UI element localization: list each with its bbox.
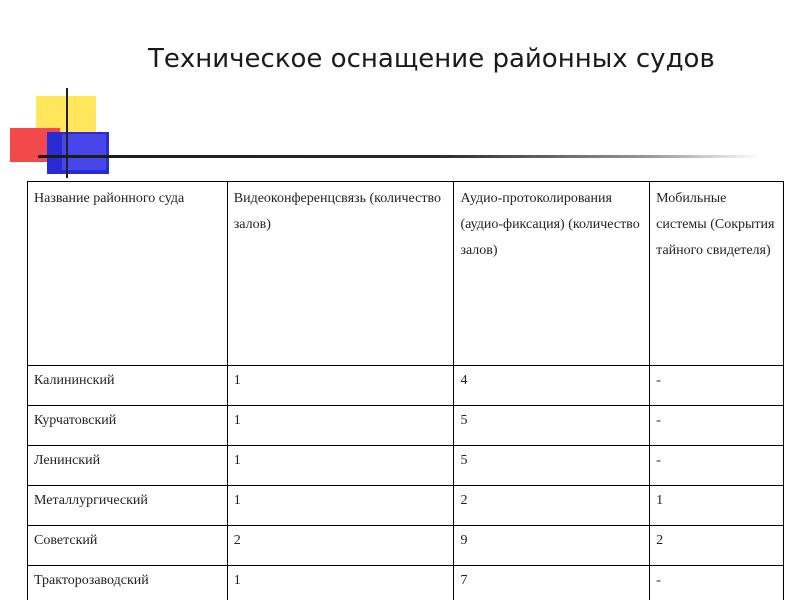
- cell-mobile-systems: -: [650, 566, 784, 600]
- header-videoconference: Видеоконференцсвязь (количество залов): [227, 182, 454, 366]
- header-mobile-systems: Мобильные системы (Сокрытия тайного свидетеля): [650, 182, 784, 366]
- cell-court-name: Ленинский: [28, 446, 228, 486]
- table-row: [28, 406, 784, 446]
- header-audio-recording: Аудио-протоколирования (аудио-фиксация) (количество залов): [454, 182, 650, 366]
- table-row: [28, 486, 784, 526]
- title-underline-rule: [38, 155, 760, 158]
- cell-videoconference: 2: [227, 526, 454, 566]
- cell-mobile-systems: -: [650, 446, 784, 486]
- table-row: [28, 526, 784, 566]
- blue-square-inner: [62, 134, 106, 170]
- header-court-name: Название районного суда: [28, 182, 228, 366]
- cell-court-name: Курчатовский: [28, 406, 228, 446]
- courts-equipment-table: [27, 181, 784, 600]
- cell-audio-recording: 5: [454, 406, 650, 446]
- cell-court-name: Металлургический: [28, 486, 228, 526]
- cell-court-name: Калининский: [28, 366, 228, 406]
- cell-mobile-systems: -: [650, 366, 784, 406]
- cell-court-name: Советский: [28, 526, 228, 566]
- cell-audio-recording: 2: [454, 486, 650, 526]
- cell-videoconference: 1: [227, 566, 454, 600]
- cell-audio-recording: 7: [454, 566, 650, 600]
- cell-videoconference: 1: [227, 486, 454, 526]
- cell-videoconference: 1: [227, 446, 454, 486]
- vertical-rule: [66, 88, 68, 178]
- table-row: [28, 366, 784, 406]
- cell-audio-recording: 9: [454, 526, 650, 566]
- cell-audio-recording: 5: [454, 446, 650, 486]
- table-row: [28, 446, 784, 486]
- cell-videoconference: 1: [227, 406, 454, 446]
- table-header-row: [28, 182, 784, 366]
- cell-audio-recording: 4: [454, 366, 650, 406]
- cell-court-name: Тракторозаводский: [28, 566, 228, 600]
- cell-mobile-systems: 1: [650, 486, 784, 526]
- decorative-squares-logo: [0, 0, 120, 180]
- cell-mobile-systems: 2: [650, 526, 784, 566]
- slide-title: Техническое оснащение районных судов: [148, 44, 715, 74]
- cell-mobile-systems: -: [650, 406, 784, 446]
- table-row: [28, 566, 784, 600]
- cell-videoconference: 1: [227, 366, 454, 406]
